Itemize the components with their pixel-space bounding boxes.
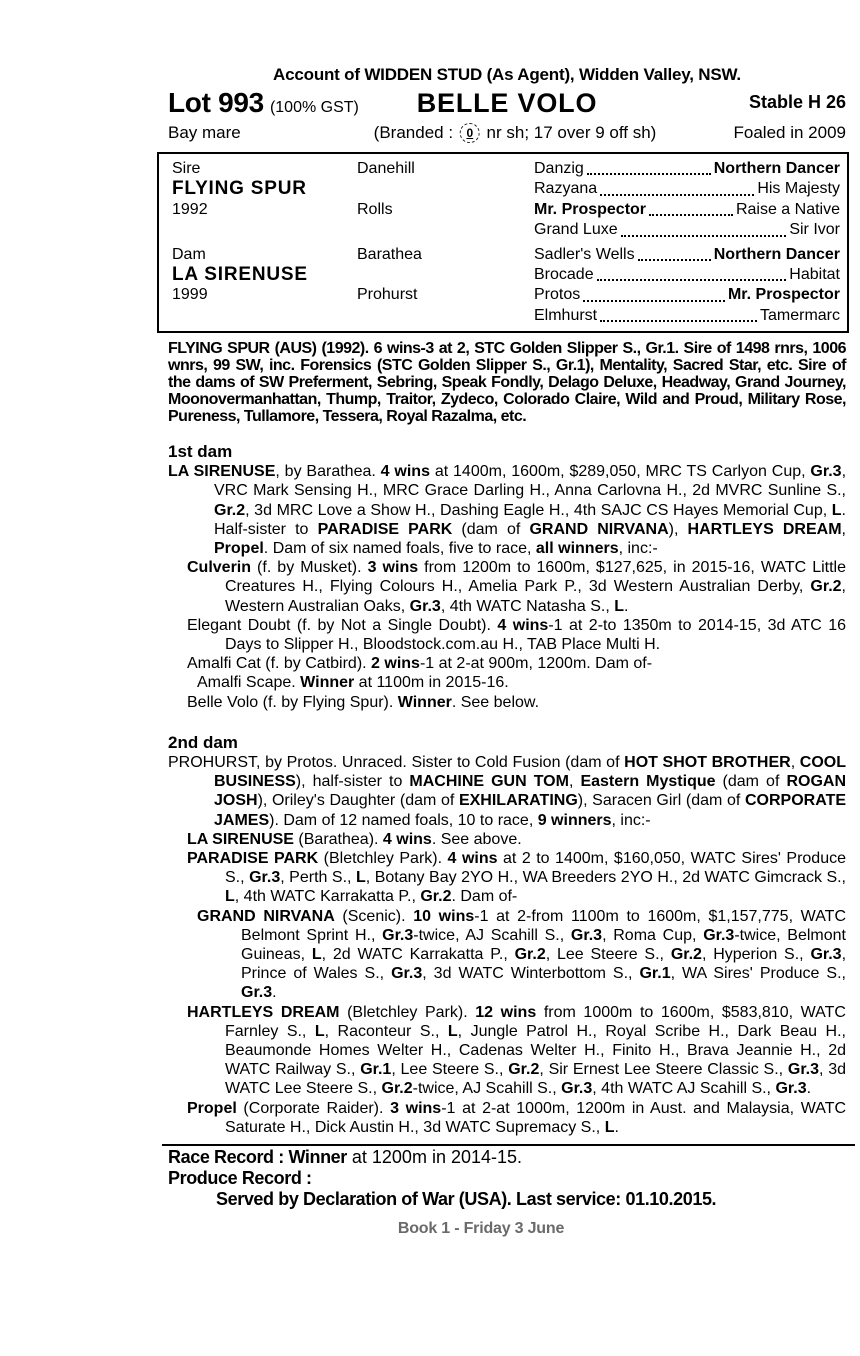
ancestor-name: Brocade	[534, 266, 594, 284]
pedigree-cell-generation3	[534, 265, 840, 285]
pedigree-cell-generation2: Danehill	[357, 160, 415, 177]
dotted-leader	[621, 235, 787, 237]
pedigree-cell-generation1	[159, 220, 357, 240]
ancestor-name: Elmhurst	[534, 306, 598, 324]
pedigree-cell-generation1: Dam	[172, 245, 206, 263]
brand-glyph: 0	[466, 126, 474, 140]
pedigree-entry: Culverin (f. by Musket). 3 wins from 1200m to 1600m, $127,625, in 2015-16, WATC Little Creatures H., Flying Colours H., Amelia Park P., 3d Western Australian Derby, Gr.2, Western Australian Oaks, Gr.3, 4th WATC Natasha S., L.	[187, 559, 846, 615]
pedigree-row	[159, 179, 840, 199]
dotted-leader	[600, 194, 754, 196]
ancestor-name: Tamermarc	[759, 306, 840, 324]
first-dam-heading: 1st dam	[168, 442, 233, 462]
pedigree-cell-generation3	[534, 306, 840, 326]
ancestor-name: Razyana	[534, 180, 598, 198]
pedigree-entry: HARTLEYS DREAM (Bletchley Park). 12 wins from 1000m to 1600m, $583,810, WATC Farnley S., L, Raconteur S., L, Jungle Patrol H., Royal Scribe H., Dark Beau H., Beaumonde Homes Welter H., Cadenas Welter H., Finito H., Brava Jeannie H., 2d WATC Railway S., Gr.1, Lee Steere S., Gr.2, Sir Ernest Lee Steere Classic S., Gr.3, 3d WATC Lee Steere S., Gr.2-twice, AJ Scahill S., Gr.3, 4th WATC AJ Scahill S., Gr.3.	[187, 1003, 847, 1098]
pedigree-cell-generation2	[357, 179, 534, 199]
pedigree-row	[159, 285, 840, 305]
pedigree-entry: PARADISE PARK (Bletchley Park). 4 wins at 2 to 1400m, $160,050, WATC Sires' Produce S., Gr.3, Perth S., L, Botany Bay 2YO H., WA Breeders 2YO H., 2d WATC Gimcrack S., L, 4th WATC Karrakatta P., Gr.2. Dam of-	[187, 849, 847, 906]
ancestor-name: Danzig	[534, 160, 584, 177]
pedigree-entry: GRAND NIRVANA (Scenic). 10 wins-1 at 2-from 1100m to 1600m, $1,157,775, WATC Belmont Sprint H., Gr.3-twice, AJ Scahill S., Gr.3, Roma Cup, Gr.3-twice, Belmont Guineas, L, 2d WATC Karrakatta P., Gr.2, Lee Steere S., Gr.2, Hyperion S., Gr.3, Prince of Wales S., Gr.3, 3d WATC Winterbottom S., Gr.1, WA Sires' Produce S., Gr.3.	[197, 907, 847, 1002]
pedigree-cell-generation1: 1992	[172, 200, 208, 218]
first-dam-section	[168, 442, 846, 712]
pedigree-row	[159, 245, 840, 265]
pedigree-cell-generation1: 1999	[172, 286, 208, 304]
record-divider	[162, 1144, 855, 1146]
pedigree-entry: PROHURST, by Protos. Unraced. Sister to Cold Fusion (dam of HOT SHOT BROTHER, COOL BUSINESS), half-sister to MACHINE GUN TOM, Eastern Mystique (dam of ROGAN JOSH), Oriley's Daughter (dam of EXHILARATING), Saracen Girl (dam of CORPORATE JAMES). Dam of 12 named foals, 10 to race, 9 winners, inc:-	[168, 753, 847, 829]
pedigree-cell-generation3	[534, 220, 840, 240]
ancestor-name: Habitat	[789, 266, 840, 284]
first-dam-entries	[168, 462, 846, 712]
ancestor-name: Raise a Native	[735, 200, 840, 218]
pedigree-cell-generation2: Rolls	[357, 200, 393, 218]
ancestor-name: Sadler's Wells	[534, 245, 635, 263]
brand-description	[374, 119, 657, 147]
second-dam-entries	[168, 753, 846, 1137]
pedigree-cell-generation1: LA SIRENUSE	[172, 264, 308, 286]
ancestor-name: Mr. Prospector	[534, 200, 647, 218]
ancestor-name: Protos	[534, 286, 581, 304]
pedigree-entry: Belle Volo (f. by Flying Spur). Winner. See below.	[187, 693, 540, 711]
lot-header-row	[168, 87, 846, 119]
pedigree-cell-generation2	[357, 265, 534, 285]
pedigree-entry: Amalfi Cat (f. by Catbird). 2 wins-1 at 2-at 900m, 1200m. Dam of-	[187, 655, 653, 673]
pedigree-cell-generation3	[534, 179, 840, 199]
dotted-leader	[600, 320, 757, 322]
pedigree-cell-generation3	[534, 200, 840, 220]
second-dam-heading: 2nd dam	[168, 732, 238, 752]
second-dam-section	[168, 733, 846, 1137]
produce-record-line: Produce Record :	[168, 1167, 312, 1188]
pedigree-cell-generation2	[357, 306, 534, 326]
pedigree-row	[159, 265, 840, 285]
pedigree-cell-generation2: Prohurst	[357, 286, 418, 304]
pedigree-cell-generation3	[534, 285, 840, 305]
pedigree-entry: Elegant Doubt (f. by Not a Single Doubt). 4 wins-1 at 2-to 1350m to 2014-15, 3d ATC 16 Days to Slipper H., Bloodstock.com.au H., TAB Place Multi H.	[187, 616, 847, 654]
pedigree-row	[159, 306, 840, 326]
stable-number: Stable H 26	[748, 92, 846, 112]
pedigree-cell-generation1: Sire	[172, 160, 201, 177]
ancestor-name: Mr. Prospector	[727, 286, 840, 304]
pedigree-row	[159, 159, 840, 179]
branded-prefix: (Branded :	[373, 123, 454, 142]
branded-suffix: nr sh; 17 over 9 off sh)	[486, 123, 657, 142]
horse-description: Bay mare	[168, 123, 241, 142]
pedigree-entry: LA SIRENUSE, by Barathea. 4 wins at 1400m, 1600m, $289,050, MRC TS Carlyon Cup, Gr.3, VRC Mark Sensing H., MRC Grace Darling H., Anna Carlovna H., 2d MVRC Sunline S., Gr.2, 3d MRC Love a Show H., Dashing Eagle H., 4th SAJC CS Hayes Memorial Cup, L. Half-sister to PARADISE PARK (dam of GRAND NIRVANA), HARTLEYS DREAM, Propel. Dam of six named foals, five to race, all winners, inc:-	[168, 463, 847, 558]
served-by-line: Served by Declaration of War (USA). Last service: 01.10.2015.	[216, 1188, 717, 1209]
dotted-leader	[587, 173, 711, 175]
pedigree-entry: LA SIRENUSE (Barathea). 4 wins. See above.	[187, 830, 522, 848]
pedigree-cell-generation2: Barathea	[357, 245, 422, 263]
pedigree-cell-generation2	[357, 220, 534, 240]
dotted-leader	[638, 259, 711, 261]
description-row	[168, 119, 846, 147]
footer-book-line: Book 1 - Friday 3 June	[397, 1219, 565, 1237]
account-line: Account of WIDDEN STUD (As Agent), Widden Valley, NSW.	[273, 65, 741, 84]
ancestor-name: Northern Dancer	[713, 245, 840, 263]
sire-summary: FLYING SPUR (AUS) (1992). 6 wins-3 at 2, STC Golden Slipper S., Gr.1. Sire of 1498 rnrs, 1006 wnrs, 99 SW, inc. Forensics (STC Golden Slipper S., Gr.1), Mentality, Sacred Star, etc. Sire of the dams of SW Preferment, Sebring, Speak Fondly, Delago Deluxe, Headway, Grand Journey, Moonovermanhattan, Thump, Traitor, Zydeco, Colorado Claire, Wild and Proud, Military Rose, Pureness, Tullamore, Tessera, Royal Razalma, etc.	[168, 340, 846, 426]
dotted-leader	[583, 300, 725, 302]
pedigree-cell-generation1	[159, 306, 357, 326]
pedigree-cell-generation1: FLYING SPUR	[172, 178, 307, 200]
pedigree-row	[159, 200, 840, 220]
pedigree-cell-generation3	[534, 159, 840, 179]
page-content	[168, 0, 846, 1238]
horse-name: BELLE VOLO	[416, 88, 598, 118]
pedigree-entry: Propel (Corporate Raider). 3 wins-1 at 2-at 1000m, 1200m in Aust. and Malaysia, WATC Saturate H., Dick Austin H., 3d WATC Supremacy S., L.	[187, 1099, 847, 1136]
pedigree-entry: Amalfi Scape. Winner at 1100m in 2015-16.	[197, 674, 509, 692]
ancestor-name: Grand Luxe	[534, 221, 618, 239]
ancestor-name: Sir Ivor	[789, 221, 840, 239]
record-block	[168, 1144, 846, 1210]
dotted-leader	[597, 279, 787, 281]
ancestor-name: His Majesty	[757, 180, 840, 198]
lot-number: Lot 993	[168, 87, 264, 118]
foaled-year: Foaled in 2009	[733, 123, 846, 142]
brand-mark-icon	[460, 123, 480, 143]
pedigree-cell-generation3	[534, 245, 840, 265]
race-record-line: Race Record : Winner at 1200m in 2014-15.	[168, 1146, 523, 1167]
pedigree-table	[157, 152, 849, 333]
gst-note: (100% GST)	[269, 99, 359, 116]
pedigree-row	[159, 220, 840, 240]
dotted-leader	[649, 214, 733, 216]
ancestor-name: Northern Dancer	[713, 160, 840, 177]
